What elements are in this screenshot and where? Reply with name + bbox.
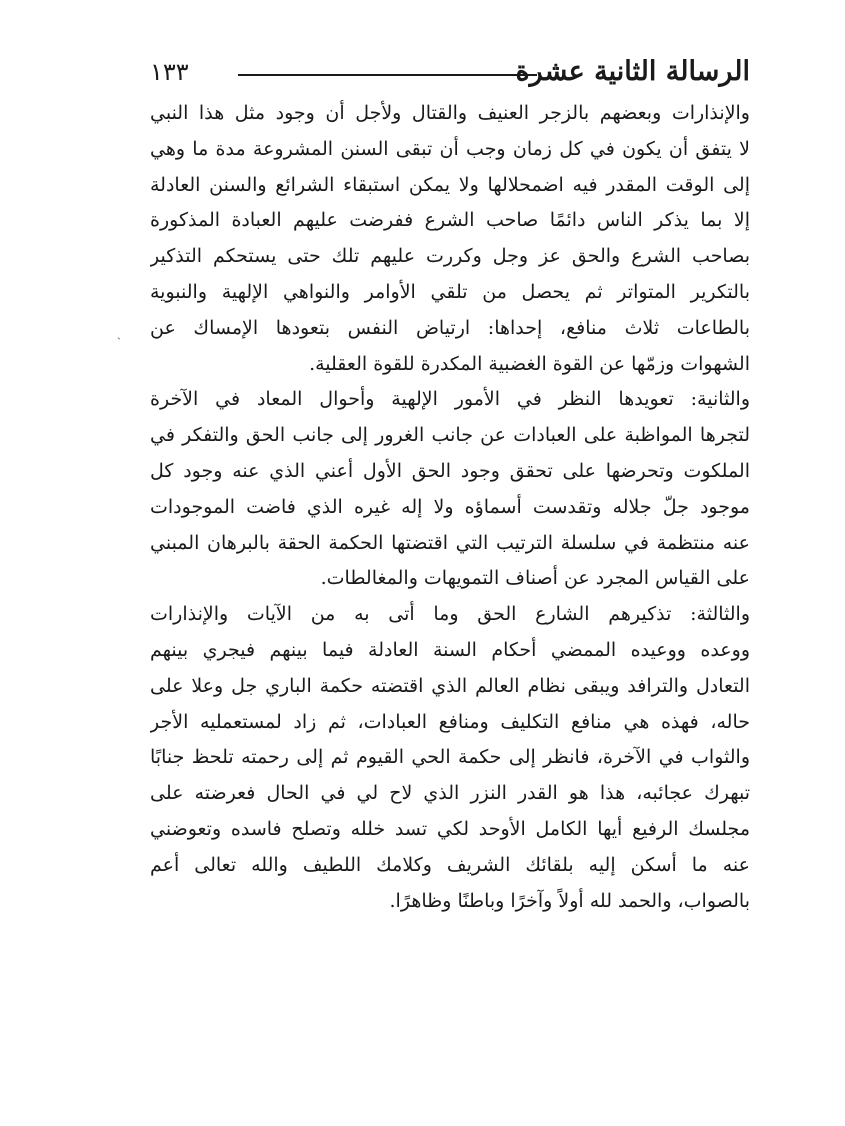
text-line: ووعده ووعيده الممضي أحكام السنة العادلة فيما بينهم فيجري بينهم <box>150 638 750 661</box>
text-line: لا يتفق أن يكون في كل زمان وجب أن تبقى السنن المشروعة مدة ما وهي <box>150 137 750 160</box>
text-line: والثواب في الآخرة، فانظر إلى حكمة الحي القيوم ثم إلى رحمته تلحظ جنابًا <box>150 746 750 769</box>
page-number: ١٣٣ <box>150 58 189 86</box>
text-line: عنه ما أسكن إليه بلقائك الشريف وكلامك اللطيف والله تعالى أعم <box>150 853 750 876</box>
margin-mark: ˎ <box>117 326 121 340</box>
header-rule <box>238 74 537 76</box>
text-line: إلا بما يذكر الناس دائمًا صاحب الشرع ففرضت عليهم العبادة المذكورة <box>150 209 750 232</box>
text-line: بالتكرير المتواتر ثم يحصل من تلقي الأوامر والنواهي الإلهية والنبوية <box>150 280 750 303</box>
text-line: عنه منتظمة في سلسلة الترتيب التي اقتضتها الحكمة الحقة بالبرهان المبني <box>150 531 750 554</box>
running-header <box>150 52 750 92</box>
text-line: والثالثة: تذكيرهم الشارع الحق وما أتى به من الآيات والإنذارات <box>150 603 750 626</box>
body-text <box>150 96 750 919</box>
text-line: والإنذارات وبعضهم بالزجر العنيف والقتال ولأجل أن وجود مثل هذا النبي <box>150 102 750 124</box>
text-line: موجود جلّ جلاله وتقدست أسماؤه ولا إله غيره الذي فاضت الموجودات <box>150 495 750 518</box>
text-line: حاله، فهذه هي منافع التكليف ومنافع العبادات، ثم زاد لمستعمليه الأجر <box>150 710 750 733</box>
text-line: على القياس المجرد عن أصناف التمويهات والمغالطات. <box>320 567 750 590</box>
text-line: بالصواب، والحمد لله أولاً وآخرًا وباطنًا وظاهرًا. <box>389 889 750 912</box>
text-line: إلى الوقت المقدر فيه اضمحلالها ولا يمكن استبقاء الشرائع والسنن العادلة <box>150 173 750 196</box>
text-line: لتجرها المواظبة على العبادات عن جانب الغرور إلى جانب الحق والتفكر في <box>150 424 750 447</box>
text-line: بصاحب الشرع والحق عز وجل وكررت عليهم تلك حتى يستحكم التذكير <box>150 245 750 268</box>
text-line: والثانية: تعويدها النظر في الأمور الإلهية وأحوال المعاد في الآخرة <box>150 388 750 411</box>
text-line: بالطاعات ثلاث منافع، إحداها: ارتياض النفس بتعودها الإمساك عن <box>150 316 750 339</box>
text-line: الشهوات وزمّها عن القوة الغضبية المكدرة للقوة العقلية. <box>309 352 750 375</box>
text-line: تبهرك عجائبه، هذا هو القدر النزر الذي لاح لي في الحال فعرضته على <box>150 782 750 805</box>
text-line: مجلسك الرفيع أيها الكامل الأوحد لكي تسد خلله وتصلح فاسده وتعوضني <box>150 817 750 840</box>
text-line: الملكوت وتحرضها على تحقق وجود الحق الأول أعني الذي عنه وجود كل <box>150 459 750 482</box>
text-line: التعادل والترافد ويبقى نظام العالم الذي اقتضته حكمة الباري جل وعلا على <box>150 674 750 697</box>
running-title: الرسالة الثانية عشرة <box>515 56 750 87</box>
